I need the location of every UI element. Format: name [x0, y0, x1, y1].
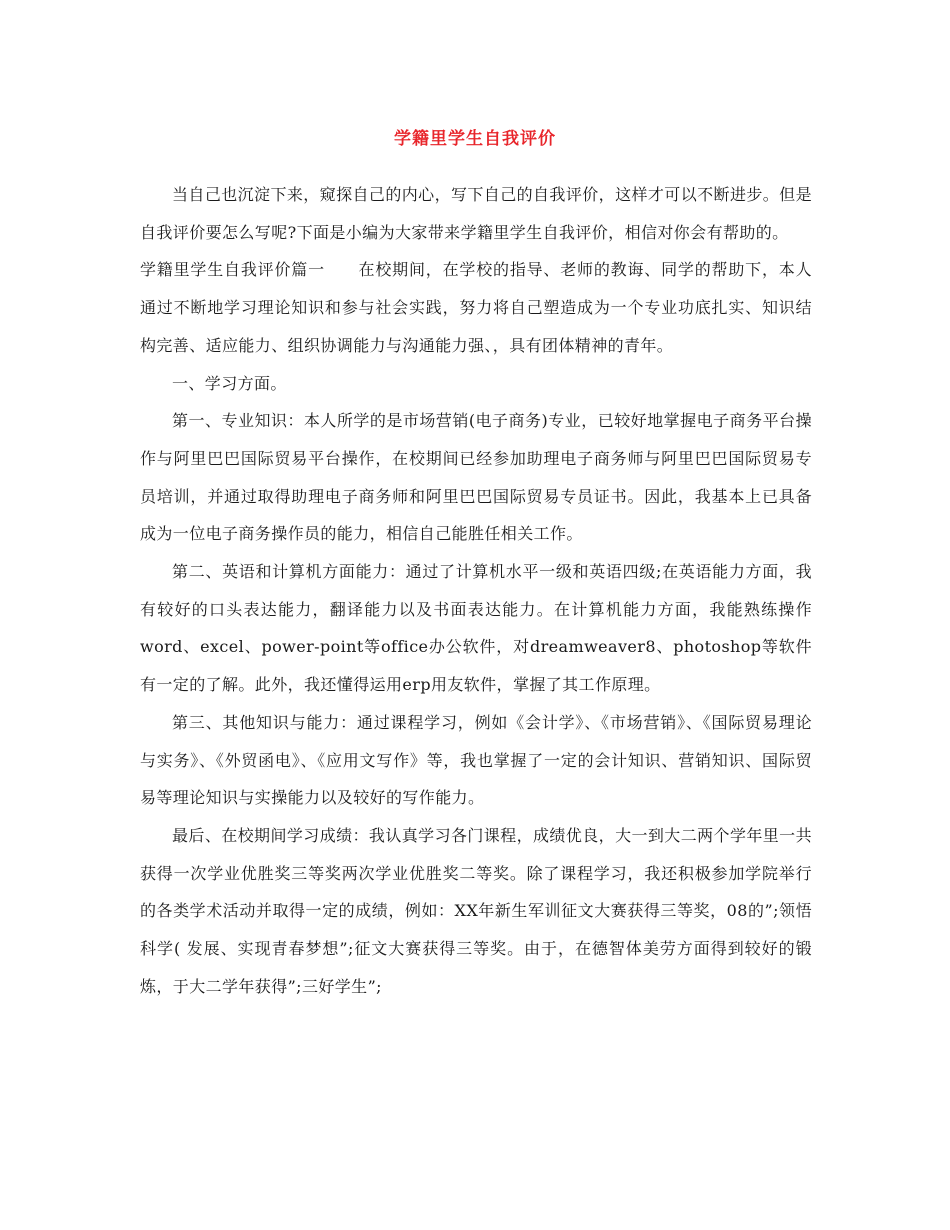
paragraph-grades: 最后、在校期间学习成绩：我认真学习各门课程，成绩优良，大一到大二两个学年里一共获得一次学业优胜奖三等奖两次学业优胜奖二等奖。除了课程学习，我还积极参加学院举行的各类学术活动并取得一定的成绩，例如：XX年新生军训征文大赛获得三等奖，08的”;领悟科学( 发展、实现青春梦想”;征文大赛获得三等奖。由于，在德智体美劳方面得到较好的锻炼，于大二学年获得”;三好学生”;: [140, 825, 812, 996]
paragraph-english-computer: 第二、英语和计算机方面能力：通过了计算机水平一级和英语四级;在英语能力方面，我有较好的口头表达能力，翻译能力以及书面表达能力。在计算机能力方面，我能熟练操作word、excel、power-point等office办公软件，对dreamweaver8、photoshop等软件有一定的了解。此外，我还懂得运用erp用友软件，掌握了其工作原理。: [140, 562, 812, 695]
paragraph-section-one: 学籍里学生自我评价篇一 在校期间，在学校的指导、老师的教诲、同学的帮助下，本人通过不断地学习理论知识和参与社会实践，努力将自己塑造成为一个专业功底扎实、知识结构完善、适应能力、组织协调能力与沟通能力强、，具有团体精神的青年。: [140, 260, 812, 355]
paragraph-professional-knowledge: 第一、专业知识：本人所学的是市场营销(电子商务)专业，已较好地掌握电子商务平台操作与阿里巴巴国际贸易平台操作，在校期间已经参加助理电子商务师与阿里巴巴国际贸易专员培训，并通过取得助理电子商务师和阿里巴巴国际贸易专员证书。因此，我基本上已具备成为一位电子商务操作员的能力，相信自己能胜任相关工作。: [140, 411, 812, 544]
document-title: 学籍里学生自我评价: [394, 129, 556, 149]
paragraph-intro: 当自己也沉淀下来，窥探自己的内心，写下自己的自我评价，这样才可以不断进步。但是自我评价要怎么写呢?下面是小编为大家带来学籍里学生自我评价，相信对你会有帮助的。: [140, 185, 812, 242]
document-body: [140, 176, 812, 1005]
paragraph-other-knowledge: 第三、其他知识与能力：通过课程学习，例如《会计学》、《市场营销》、《国际贸易理论与实务》、《外贸函电》、《应用文写作》等，我也掌握了一定的会计知识、营销知识、国际贸易等理论知识与实操能力以及较好的写作能力。: [140, 712, 812, 808]
paragraph-heading-study: 一、学习方面。: [172, 373, 287, 393]
